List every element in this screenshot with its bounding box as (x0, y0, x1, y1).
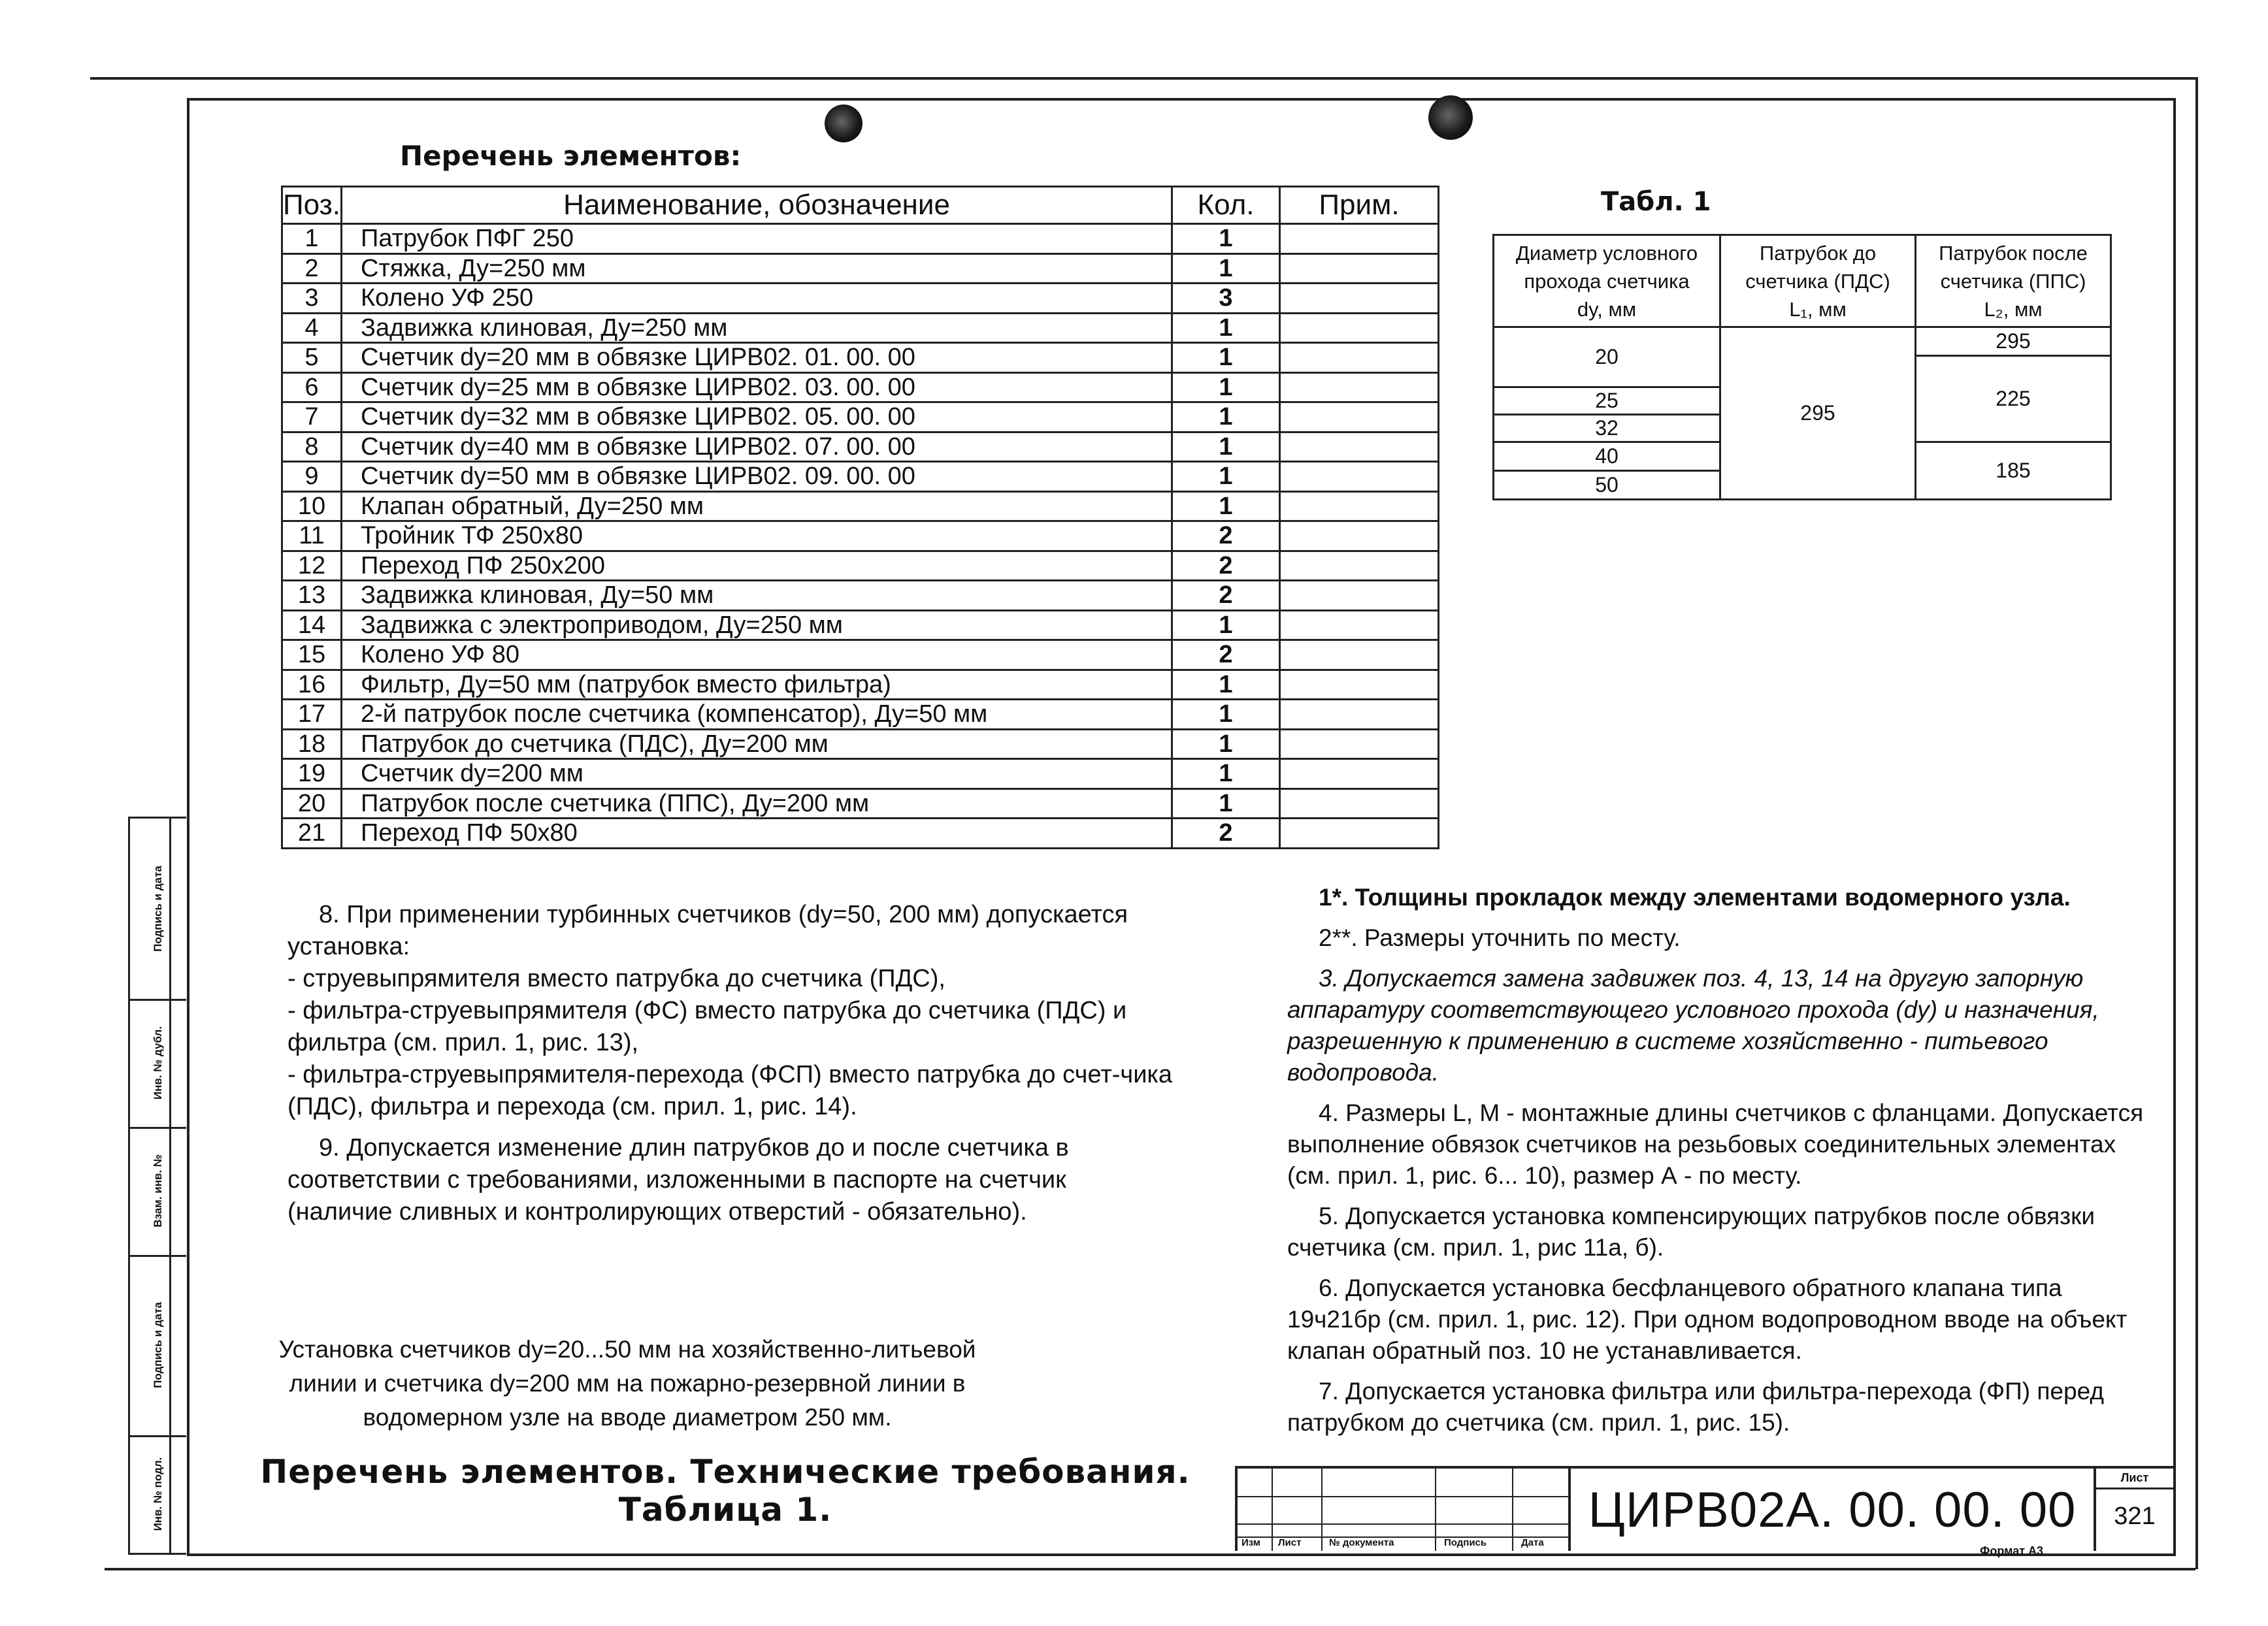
table1-dy-40: 40 (1494, 442, 1720, 471)
row-pos: 5 (282, 343, 342, 373)
row-qty: 1 (1172, 432, 1280, 462)
row-name: Патрубок после счетчика (ППС), Ду=200 мм (342, 789, 1172, 819)
table1-title: Табл. 1 (1601, 187, 1711, 217)
row-name: Патрубок ПФГ 250 (342, 224, 1172, 254)
table-row (282, 462, 1439, 492)
row-pos: 7 (282, 402, 342, 432)
row-name: Счетчик dy=200 мм (342, 759, 1172, 789)
table-row (282, 670, 1439, 700)
row-name: Колено УФ 80 (342, 640, 1172, 670)
row-qty: 2 (1172, 581, 1280, 611)
row-pos: 17 (282, 700, 342, 730)
row-pos: 13 (282, 581, 342, 611)
sheet-number-box (2094, 1469, 2173, 1551)
table1-dy-20: 20 (1494, 327, 1720, 387)
sheet-title (235, 1453, 1215, 1529)
row-note (1280, 253, 1439, 284)
row-qty: 1 (1172, 343, 1280, 373)
row-pos: 18 (282, 729, 342, 759)
row-pos: 16 (282, 670, 342, 700)
sheet-title-line-2: Таблица 1. (618, 1491, 832, 1529)
header-pos: Поз. (282, 187, 342, 224)
format-label: Формат А3 (1980, 1544, 2044, 1557)
note-9: 9. Допускается изменение длин патрубков до и после счетчика в соответствии с требованиями, изложенными в паспорте на счетчик (наличие сливных и контролирующих отверстий - обязательно). (288, 1134, 1069, 1226)
header-qty: Кол. (1172, 187, 1280, 224)
bottom-rule (105, 1568, 2195, 1570)
row-name: Счетчик dy=50 мм в обвязке ЦИРВ02. 09. 00. 00 (342, 462, 1172, 492)
row-pos: 21 (282, 819, 342, 849)
row-note (1280, 670, 1439, 700)
tb-col-line (1435, 1469, 1436, 1551)
tb-col-line (1321, 1469, 1323, 1551)
row-name: Колено УФ 250 (342, 284, 1172, 314)
row-note (1280, 372, 1439, 402)
row-name: Переход ПФ 250x200 (342, 551, 1172, 581)
row-name: Задвижка с электроприводом, Ду=250 мм (342, 610, 1172, 640)
elements-table-header (282, 187, 1439, 224)
tb-row-line (1238, 1496, 1568, 1497)
table-row (282, 759, 1439, 789)
side-cell-orig-inv: Инв. № подл. (152, 1457, 164, 1531)
row-note (1280, 462, 1439, 492)
table-row (282, 343, 1439, 373)
row-name: Задвижка клиновая, Ду=50 мм (342, 581, 1172, 611)
row-note (1280, 729, 1439, 759)
note-3: 3. Допускается замена задвижек поз. 4, 13, 14 на другую запорную аппаратуру соответствующего условного прохода (dy) и назначения, разрешенную к применению в системе хозяйственно - питьевого водопровода. (1287, 965, 2099, 1086)
row-name: Фильтр, Ду=50 мм (патрубок вместо фильтра) (342, 670, 1172, 700)
row-pos: 11 (282, 521, 342, 551)
row-pos: 2 (282, 253, 342, 284)
row-note (1280, 759, 1439, 789)
tb-label-izm: Изм (1241, 1537, 1260, 1548)
row-pos: 19 (282, 759, 342, 789)
table1-dy-25: 25 (1494, 387, 1720, 415)
row-note (1280, 343, 1439, 373)
note-1: 1*. Толщины прокладок между элементами водомерного узла. (1319, 884, 2071, 911)
row-qty: 1 (1172, 313, 1280, 343)
row-note (1280, 224, 1439, 254)
header-name: Наименование, обозначение (342, 187, 1172, 224)
side-cell-signature-1: Подпись и дата (130, 819, 186, 1001)
note-6: 6. Допускается установка бесфланцевого обратного клапана типа 19ч21бр (см. прил. 1, рис. 12). При одном водопроводном вводе на объект клапан обратный поз. 10 не устанавливается. (1287, 1275, 2128, 1364)
note-8-head: 8. При применении турбинных счетчиков (dy=50, 200 мм) допускается установка: (288, 901, 1128, 960)
row-qty: 1 (1172, 729, 1280, 759)
row-note (1280, 581, 1439, 611)
tb-label-date: Дата (1521, 1537, 1544, 1548)
row-note (1280, 284, 1439, 314)
caption-line-2: линии и счетчика dy=200 мм на пожарно-резервной линии в (289, 1370, 966, 1397)
row-note (1280, 491, 1439, 521)
note-8-a: - струевыпрямителя вместо патрубка до счетчика (ПДС), (288, 965, 945, 992)
row-note (1280, 819, 1439, 849)
notes-left (288, 899, 1176, 1237)
row-qty: 1 (1172, 224, 1280, 254)
row-note (1280, 313, 1439, 343)
note-8-c: - фильтра-струевыпрямителя-перехода (ФСП) вместо патрубка до счет-чика (ПДС), фильтра и перехода (см. прил. 1, рис. 14). (288, 1061, 1173, 1120)
sheet-label: Лист (2096, 1471, 2173, 1489)
side-cell-repl-inv: Взам. инв. № (130, 1127, 186, 1257)
note-2: 2**. Размеры уточнить по месту. (1319, 924, 1681, 951)
row-qty: 2 (1172, 640, 1280, 670)
row-name: Стяжка, Ду=250 мм (342, 253, 1172, 284)
table1-dy-32: 32 (1494, 415, 1720, 442)
row-qty: 2 (1172, 819, 1280, 849)
row-pos: 8 (282, 432, 342, 462)
row-qty: 1 (1172, 759, 1280, 789)
punch-hole-right (1428, 95, 1473, 140)
row-pos: 1 (282, 224, 342, 254)
table1-header-l2: Патрубок после счетчика (ППС) L₂, мм (1916, 235, 2111, 327)
row-pos: 20 (282, 789, 342, 819)
table-row (282, 432, 1439, 462)
table1-header (1494, 235, 2111, 327)
row-qty: 3 (1172, 284, 1280, 314)
row-qty: 1 (1172, 372, 1280, 402)
note-7: 7. Допускается установка фильтра или фильтра-перехода (ФП) перед патрубком до счетчика (см. прил. 1, рис. 15). (1287, 1378, 2104, 1436)
table-row (282, 313, 1439, 343)
table1-header-l1: Патрубок до счетчика (ПДС) L₁, мм (1720, 235, 1916, 327)
tb-label-list: Лист (1278, 1537, 1302, 1548)
row-note (1280, 521, 1439, 551)
table-row (282, 224, 1439, 254)
table1-l1-value: 295 (1720, 327, 1916, 500)
table1 (1492, 234, 2112, 500)
row-pos: 9 (282, 462, 342, 492)
note-4: 4. Размеры L, M - монтажные длины счетчиков с фланцами. Допускается выполнение обвязок счетчиков на резьбовых соединительных элементах (см. прил. 1, рис. 6... 10), размер А - по месту. (1287, 1099, 2144, 1189)
table1-l2-225: 225 (1916, 356, 2111, 442)
row-pos: 10 (282, 491, 342, 521)
row-qty: 1 (1172, 700, 1280, 730)
row-qty: 1 (1172, 402, 1280, 432)
drawing-caption (235, 1333, 1019, 1435)
table-row (282, 789, 1439, 819)
row-name: Клапан обратный, Ду=250 мм (342, 491, 1172, 521)
tb-row-line (1238, 1523, 1568, 1525)
caption-line-3: водомерном узле на вводе диаметром 250 мм. (363, 1404, 892, 1431)
row-name: Счетчик dy=25 мм в обвязке ЦИРВ02. 03. 00. 00 (342, 372, 1172, 402)
row-note (1280, 432, 1439, 462)
row-note (1280, 700, 1439, 730)
document-code: ЦИРВ02А. 00. 00. 00 (1568, 1469, 2094, 1551)
row-pos: 3 (282, 284, 342, 314)
tb-col-line (1272, 1469, 1273, 1551)
sheet-title-line-1: Перечень элементов. Технические требования. (260, 1453, 1191, 1491)
row-note (1280, 610, 1439, 640)
tb-label-doc: № документа (1329, 1537, 1394, 1548)
title-block (1235, 1466, 2173, 1551)
row-pos: 14 (282, 610, 342, 640)
table-row (282, 253, 1439, 284)
table-row (282, 402, 1439, 432)
row-name: Счетчик dy=40 мм в обвязке ЦИРВ02. 07. 00. 00 (342, 432, 1172, 462)
row-qty: 1 (1172, 670, 1280, 700)
table1-header-dy: Диаметр условного прохода счетчика dy, мм (1494, 235, 1720, 327)
side-cell-signature-2: Подпись и дата (130, 1255, 186, 1437)
sheet-number: 321 (2114, 1503, 2156, 1530)
tb-col-line (1512, 1469, 1513, 1551)
row-qty: 1 (1172, 462, 1280, 492)
row-pos: 6 (282, 372, 342, 402)
row-name: Задвижка клиновая, Ду=250 мм (342, 313, 1172, 343)
row-name: Счетчик dy=32 мм в обвязке ЦИРВ02. 05. 00. 00 (342, 402, 1172, 432)
table-row (282, 700, 1439, 730)
table-row (282, 819, 1439, 849)
row-name: Счетчик dy=20 мм в обвязке ЦИРВ02. 01. 00. 00 (342, 343, 1172, 373)
binding-strip (128, 817, 186, 1555)
row-qty: 1 (1172, 789, 1280, 819)
punch-hole-left (825, 105, 863, 142)
note-8-b: - фильтра-струевыпрямителя (ФС) вместо патрубка до счетчика (ПДС) и фильтра (см. прил. 1, рис. 13), (288, 997, 1127, 1056)
table-row (282, 551, 1439, 581)
caption-line-1: Установка счетчиков dy=20...50 мм на хозяйственно-литьевой (278, 1336, 976, 1363)
row-qty: 1 (1172, 491, 1280, 521)
row-pos: 12 (282, 551, 342, 581)
elements-title: Перечень элементов: (400, 140, 742, 172)
row-name: Тройник ТФ 250x80 (342, 521, 1172, 551)
tb-label-sign: Подпись (1444, 1537, 1487, 1548)
table-row (282, 491, 1439, 521)
title-block-grid (1238, 1469, 1568, 1551)
row-qty: 1 (1172, 610, 1280, 640)
side-cell-dup-inv: Инв. № дубл. (130, 999, 186, 1129)
row-note (1280, 789, 1439, 819)
elements-table (281, 186, 1439, 849)
row-qty: 2 (1172, 521, 1280, 551)
table-row (282, 610, 1439, 640)
row-name: 2-й патрубок после счетчика (компенсатор), Ду=50 мм (342, 700, 1172, 730)
table-row (282, 640, 1439, 670)
row-name: Переход ПФ 50x80 (342, 819, 1172, 849)
table1-l2-185: 185 (1916, 442, 2111, 500)
note-5: 5. Допускается установка компенсирующих патрубков после обвязки счетчика (см. прил. 1, рис 11а, б). (1287, 1203, 2095, 1261)
table-row (282, 372, 1439, 402)
row-note (1280, 640, 1439, 670)
row-qty: 1 (1172, 253, 1280, 284)
table-row (282, 729, 1439, 759)
table-row (282, 284, 1439, 314)
table1-dy-50: 50 (1494, 471, 1720, 500)
row-pos: 4 (282, 313, 342, 343)
row-note (1280, 402, 1439, 432)
table1-l2-295: 295 (1916, 327, 2111, 356)
row-pos: 15 (282, 640, 342, 670)
table-row (282, 581, 1439, 611)
table-row (282, 521, 1439, 551)
notes-right (1287, 882, 2156, 1448)
row-name: Патрубок до счетчика (ПДС), Ду=200 мм (342, 729, 1172, 759)
row-qty: 2 (1172, 551, 1280, 581)
row-note (1280, 551, 1439, 581)
header-note: Прим. (1280, 187, 1439, 224)
